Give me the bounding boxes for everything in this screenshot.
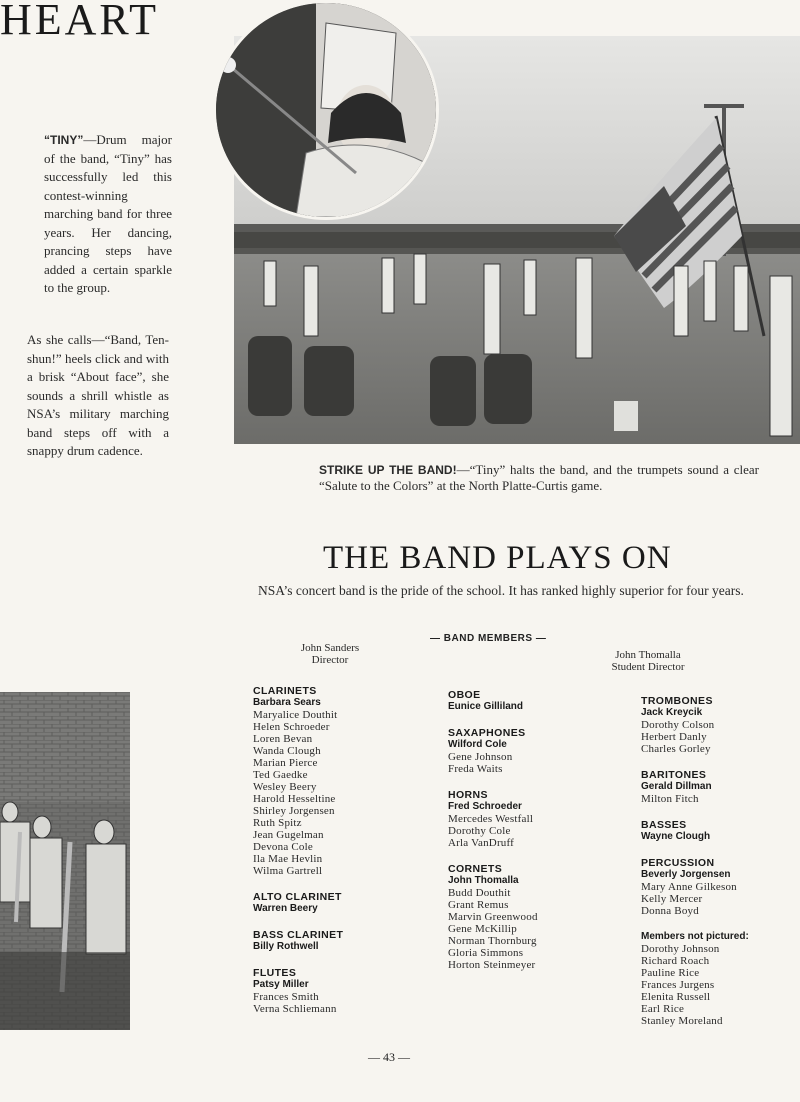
section-leader: Warren Beery bbox=[253, 903, 318, 914]
member-name: Budd Douthit bbox=[448, 887, 511, 899]
member-name: Grant Remus bbox=[448, 899, 509, 911]
section-title: HORNS bbox=[448, 789, 488, 801]
instrument-section bbox=[253, 967, 428, 1015]
section-leader: Wayne Clough bbox=[641, 831, 711, 842]
member-name: Wesley Beery bbox=[253, 781, 317, 793]
calls-caption-text: As she calls—“Band, Ten-shun!” heels click and with a brisk “About face”, she sounds a shrill whistle as NSA’s military marching band steps off with a snappy drum cadence. bbox=[27, 332, 169, 458]
instrument-section bbox=[641, 857, 800, 917]
student-director-role: Student Director bbox=[611, 661, 685, 673]
strike-caption bbox=[319, 462, 759, 494]
member-name: Stanley Moreland bbox=[641, 1015, 723, 1027]
strike-caption-text: —“Tiny” halts the band, and the trumpets sound a clear “Salute to the Colors” at the North Platte-Curtis game. bbox=[319, 462, 759, 493]
member-name: Herbert Danly bbox=[641, 731, 707, 743]
member-name: Dorothy Cole bbox=[448, 825, 511, 837]
instrument-section bbox=[448, 689, 623, 713]
section-title: ALTO CLARINET bbox=[253, 891, 342, 903]
member-name: Freda Waits bbox=[448, 763, 503, 775]
section-leader: John Thomalla bbox=[448, 875, 519, 886]
member-name: Devona Cole bbox=[253, 841, 313, 853]
member-name: Charles Gorley bbox=[641, 743, 711, 755]
members-column-3 bbox=[641, 695, 800, 1041]
tiny-caption-text: —Drum major of the band, “Tiny” has successfully led this contest-winning marching band for three years. Her dancing, prancing steps have added a certain sparkle to the group. bbox=[44, 132, 172, 295]
member-name: Gene Johnson bbox=[448, 751, 513, 763]
member-name: Donna Boyd bbox=[641, 905, 699, 917]
instrument-section bbox=[641, 819, 800, 843]
strike-caption-lead: STRIKE UP THE BAND! bbox=[319, 463, 457, 477]
section-title: TROMBONES bbox=[641, 695, 713, 707]
member-name: Frances Jurgens bbox=[641, 979, 715, 991]
member-name: Ila Mae Hevlin bbox=[253, 853, 323, 865]
section-leader: Beverly Jorgensen bbox=[641, 869, 731, 880]
section-title: CORNETS bbox=[448, 863, 503, 875]
concert-band-photo bbox=[0, 692, 130, 1030]
member-name: Ruth Spitz bbox=[253, 817, 302, 829]
section-title: PERCUSSION bbox=[641, 857, 715, 869]
tiny-caption-lead: “TINY” bbox=[44, 133, 84, 147]
section-title: FLUTES bbox=[253, 967, 297, 979]
section-leader: Gerald Dillman bbox=[641, 781, 712, 792]
member-name: Shirley Jorgensen bbox=[253, 805, 335, 817]
page-number: — 43 — bbox=[368, 1050, 410, 1064]
section-leader: Wilford Cole bbox=[448, 739, 507, 750]
instrument-section bbox=[641, 931, 800, 1027]
section-leader: Fred Schroeder bbox=[448, 801, 522, 812]
section-leader: Eunice Gilliland bbox=[448, 701, 524, 712]
concert-band-photo-drawing bbox=[0, 692, 130, 1030]
member-name: Pauline Rice bbox=[641, 967, 700, 979]
tiny-caption bbox=[44, 131, 172, 298]
member-name: Horton Steinmeyer bbox=[448, 959, 536, 971]
band-section-title: THE BAND PLAYS ON bbox=[323, 540, 672, 576]
drum-major-portrait bbox=[213, 0, 439, 220]
member-name: Marvin Greenwood bbox=[448, 911, 538, 923]
section-leader: Patsy Miller bbox=[253, 979, 309, 990]
member-name: Marian Pierce bbox=[253, 757, 318, 769]
instrument-section bbox=[448, 727, 623, 775]
member-name: Elenita Russell bbox=[641, 991, 711, 1003]
member-name: Frances Smith bbox=[253, 991, 319, 1003]
instrument-section bbox=[253, 929, 428, 953]
member-name: Maryalice Douthit bbox=[253, 709, 338, 721]
member-name: Mary Anne Gilkeson bbox=[641, 881, 737, 893]
page-heading: HEART bbox=[0, 0, 160, 44]
student-director-name: John Thomalla bbox=[615, 649, 681, 661]
section-leader: Barbara Sears bbox=[253, 697, 321, 708]
member-name: Wilma Gartrell bbox=[253, 865, 323, 877]
section-title: BASSES bbox=[641, 819, 687, 831]
director-role: Director bbox=[311, 654, 349, 666]
members-column-1 bbox=[253, 685, 428, 1029]
member-name: Dorothy Johnson bbox=[641, 943, 720, 955]
band-members-heading: — BAND MEMBERS — bbox=[430, 633, 547, 644]
member-name: Helen Schroeder bbox=[253, 721, 330, 733]
instrument-section bbox=[641, 769, 800, 805]
member-name: Norman Thornburg bbox=[448, 935, 537, 947]
member-name: Verna Schliemann bbox=[253, 1003, 337, 1015]
instrument-section bbox=[448, 789, 623, 849]
instrument-section bbox=[641, 695, 800, 755]
section-title: CLARINETS bbox=[253, 685, 317, 697]
section-title: BARITONES bbox=[641, 769, 707, 781]
member-name: Mercedes Westfall bbox=[448, 813, 534, 825]
member-name: Ted Gaedke bbox=[253, 769, 308, 781]
member-name: Loren Bevan bbox=[253, 733, 313, 745]
section-leader: Billy Rothwell bbox=[253, 941, 319, 952]
member-name: Wanda Clough bbox=[253, 745, 321, 757]
section-leader: Jack Kreycik bbox=[641, 707, 703, 718]
members-column-2 bbox=[448, 689, 623, 985]
member-name: Richard Roach bbox=[641, 955, 710, 967]
instrument-section bbox=[448, 863, 623, 971]
member-name: Dorothy Colson bbox=[641, 719, 715, 731]
member-name: Earl Rice bbox=[641, 1003, 685, 1015]
member-name: Gene McKillip bbox=[448, 923, 517, 935]
member-name: Gloria Simmons bbox=[448, 947, 524, 959]
calls-caption bbox=[27, 331, 169, 461]
student-director-credit bbox=[606, 649, 690, 673]
director-credit bbox=[296, 642, 364, 666]
section-title: SAXAPHONES bbox=[448, 727, 526, 739]
band-intro: NSA’s concert band is the pride of the school. It has ranked highly superior for four years. bbox=[258, 583, 744, 598]
director-name: John Sanders bbox=[300, 642, 360, 654]
section-title: OBOE bbox=[448, 689, 481, 701]
drum-major-portrait-drawing bbox=[216, 3, 436, 217]
section-title: BASS CLARINET bbox=[253, 929, 344, 941]
member-name: Arla VanDruff bbox=[448, 837, 515, 849]
member-name: Jean Gugelman bbox=[253, 829, 324, 841]
instrument-section bbox=[253, 891, 428, 915]
member-name: Milton Fitch bbox=[641, 793, 699, 805]
section-leader: Members not pictured: bbox=[641, 931, 749, 942]
instrument-section bbox=[253, 685, 428, 877]
member-name: Kelly Mercer bbox=[641, 893, 703, 905]
member-name: Harold Hesseltine bbox=[253, 793, 336, 805]
